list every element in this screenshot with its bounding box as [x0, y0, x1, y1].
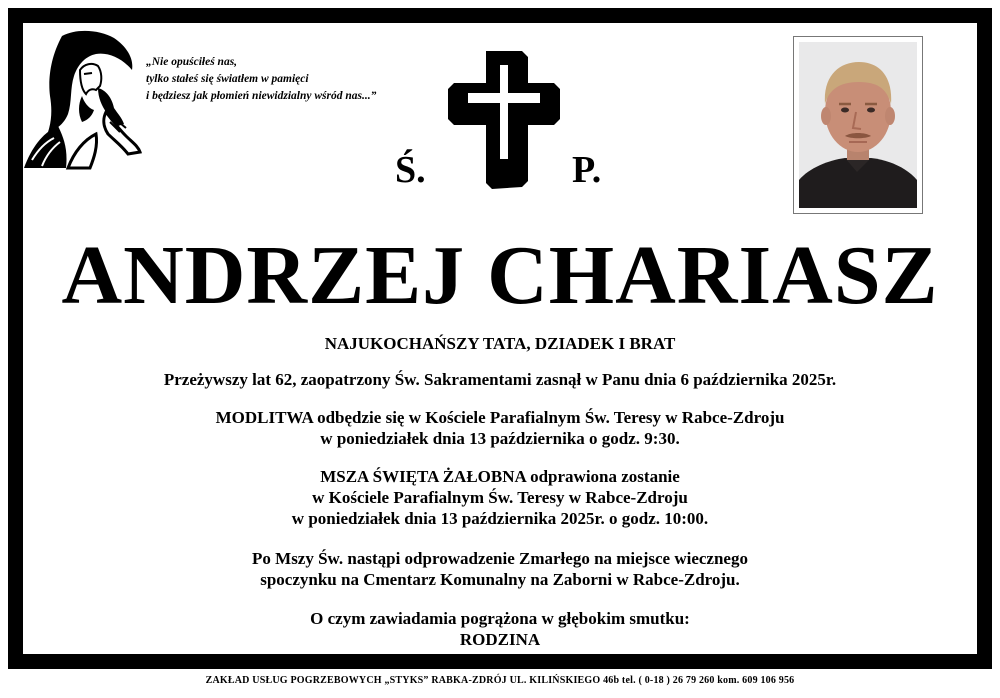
mass-line-1: MSZA ŚWIĘTA ŻAŁOBNA odprawiona zostanie [320, 467, 680, 486]
portrait-frame [793, 36, 923, 214]
sp-right-text: P. [572, 149, 602, 191]
closing-line-2: RODZINA [459, 630, 541, 649]
relation-line: NAJUKOCHAŃSZY TATA, DZIADEK I BRAT [324, 334, 676, 353]
quote-text [146, 54, 436, 105]
cross-icon [448, 49, 560, 189]
praying-jesus-image [22, 28, 142, 176]
burial-text [40, 548, 960, 590]
closing-line-1: O czym zawiadamia pogrążona w głębokim smutku: [310, 609, 690, 628]
prayer-line-2: w poniedziałek dnia 13 października o godz. 9:30. [320, 429, 680, 448]
death-notice-text [40, 369, 960, 390]
quote-line-2: tylko stałeś się światłem w pamięci [146, 73, 309, 85]
deceased-name: ANDRZEJ CHARIASZ [61, 229, 939, 322]
mass-line-2: w Kościele Parafialnym Św. Teresy w Rabce-Zdroju [312, 488, 688, 507]
prayer-line-1: MODLITWA odbędzie się w Kościele Parafialnym Św. Teresy w Rabce-Zdroju [215, 408, 785, 427]
death-notice-line: Przeżywszy lat 62, zaopatrzony Św. Sakramentami zasnął w Panu dnia 6 października 2025r. [163, 370, 837, 389]
prayer-text [40, 407, 960, 449]
funeral-home-footer: ZAKŁAD USŁUG POGRZEBOWYCH „STYKS” RABKA-ZDRÓJ UL. KILIŃSKIEGO 46b tel. ( 0-18 ) 26 79 260 kom. 609 106 956 [205, 675, 795, 686]
sp-left-text: Ś. [395, 149, 426, 191]
portrait-photo [799, 42, 917, 208]
quote-line-3: i będziesz jak płomień niewidzialny wśród nas...” [146, 90, 377, 102]
closing-text [40, 608, 960, 650]
quote-line-1: „Nie opuściłeś nas, [146, 56, 238, 68]
burial-line-1: Po Mszy Św. nastąpi odprowadzenie Zmarłego na miejsce wiecznego [252, 549, 748, 568]
mass-text [40, 466, 960, 529]
burial-line-2: spoczynku na Cmentarz Komunalny na Zaborni w Rabce-Zdroju. [260, 570, 740, 589]
mass-line-3: w poniedziałek dnia 13 października 2025r. o godz. 10:00. [291, 509, 709, 528]
relation-text [40, 333, 960, 354]
